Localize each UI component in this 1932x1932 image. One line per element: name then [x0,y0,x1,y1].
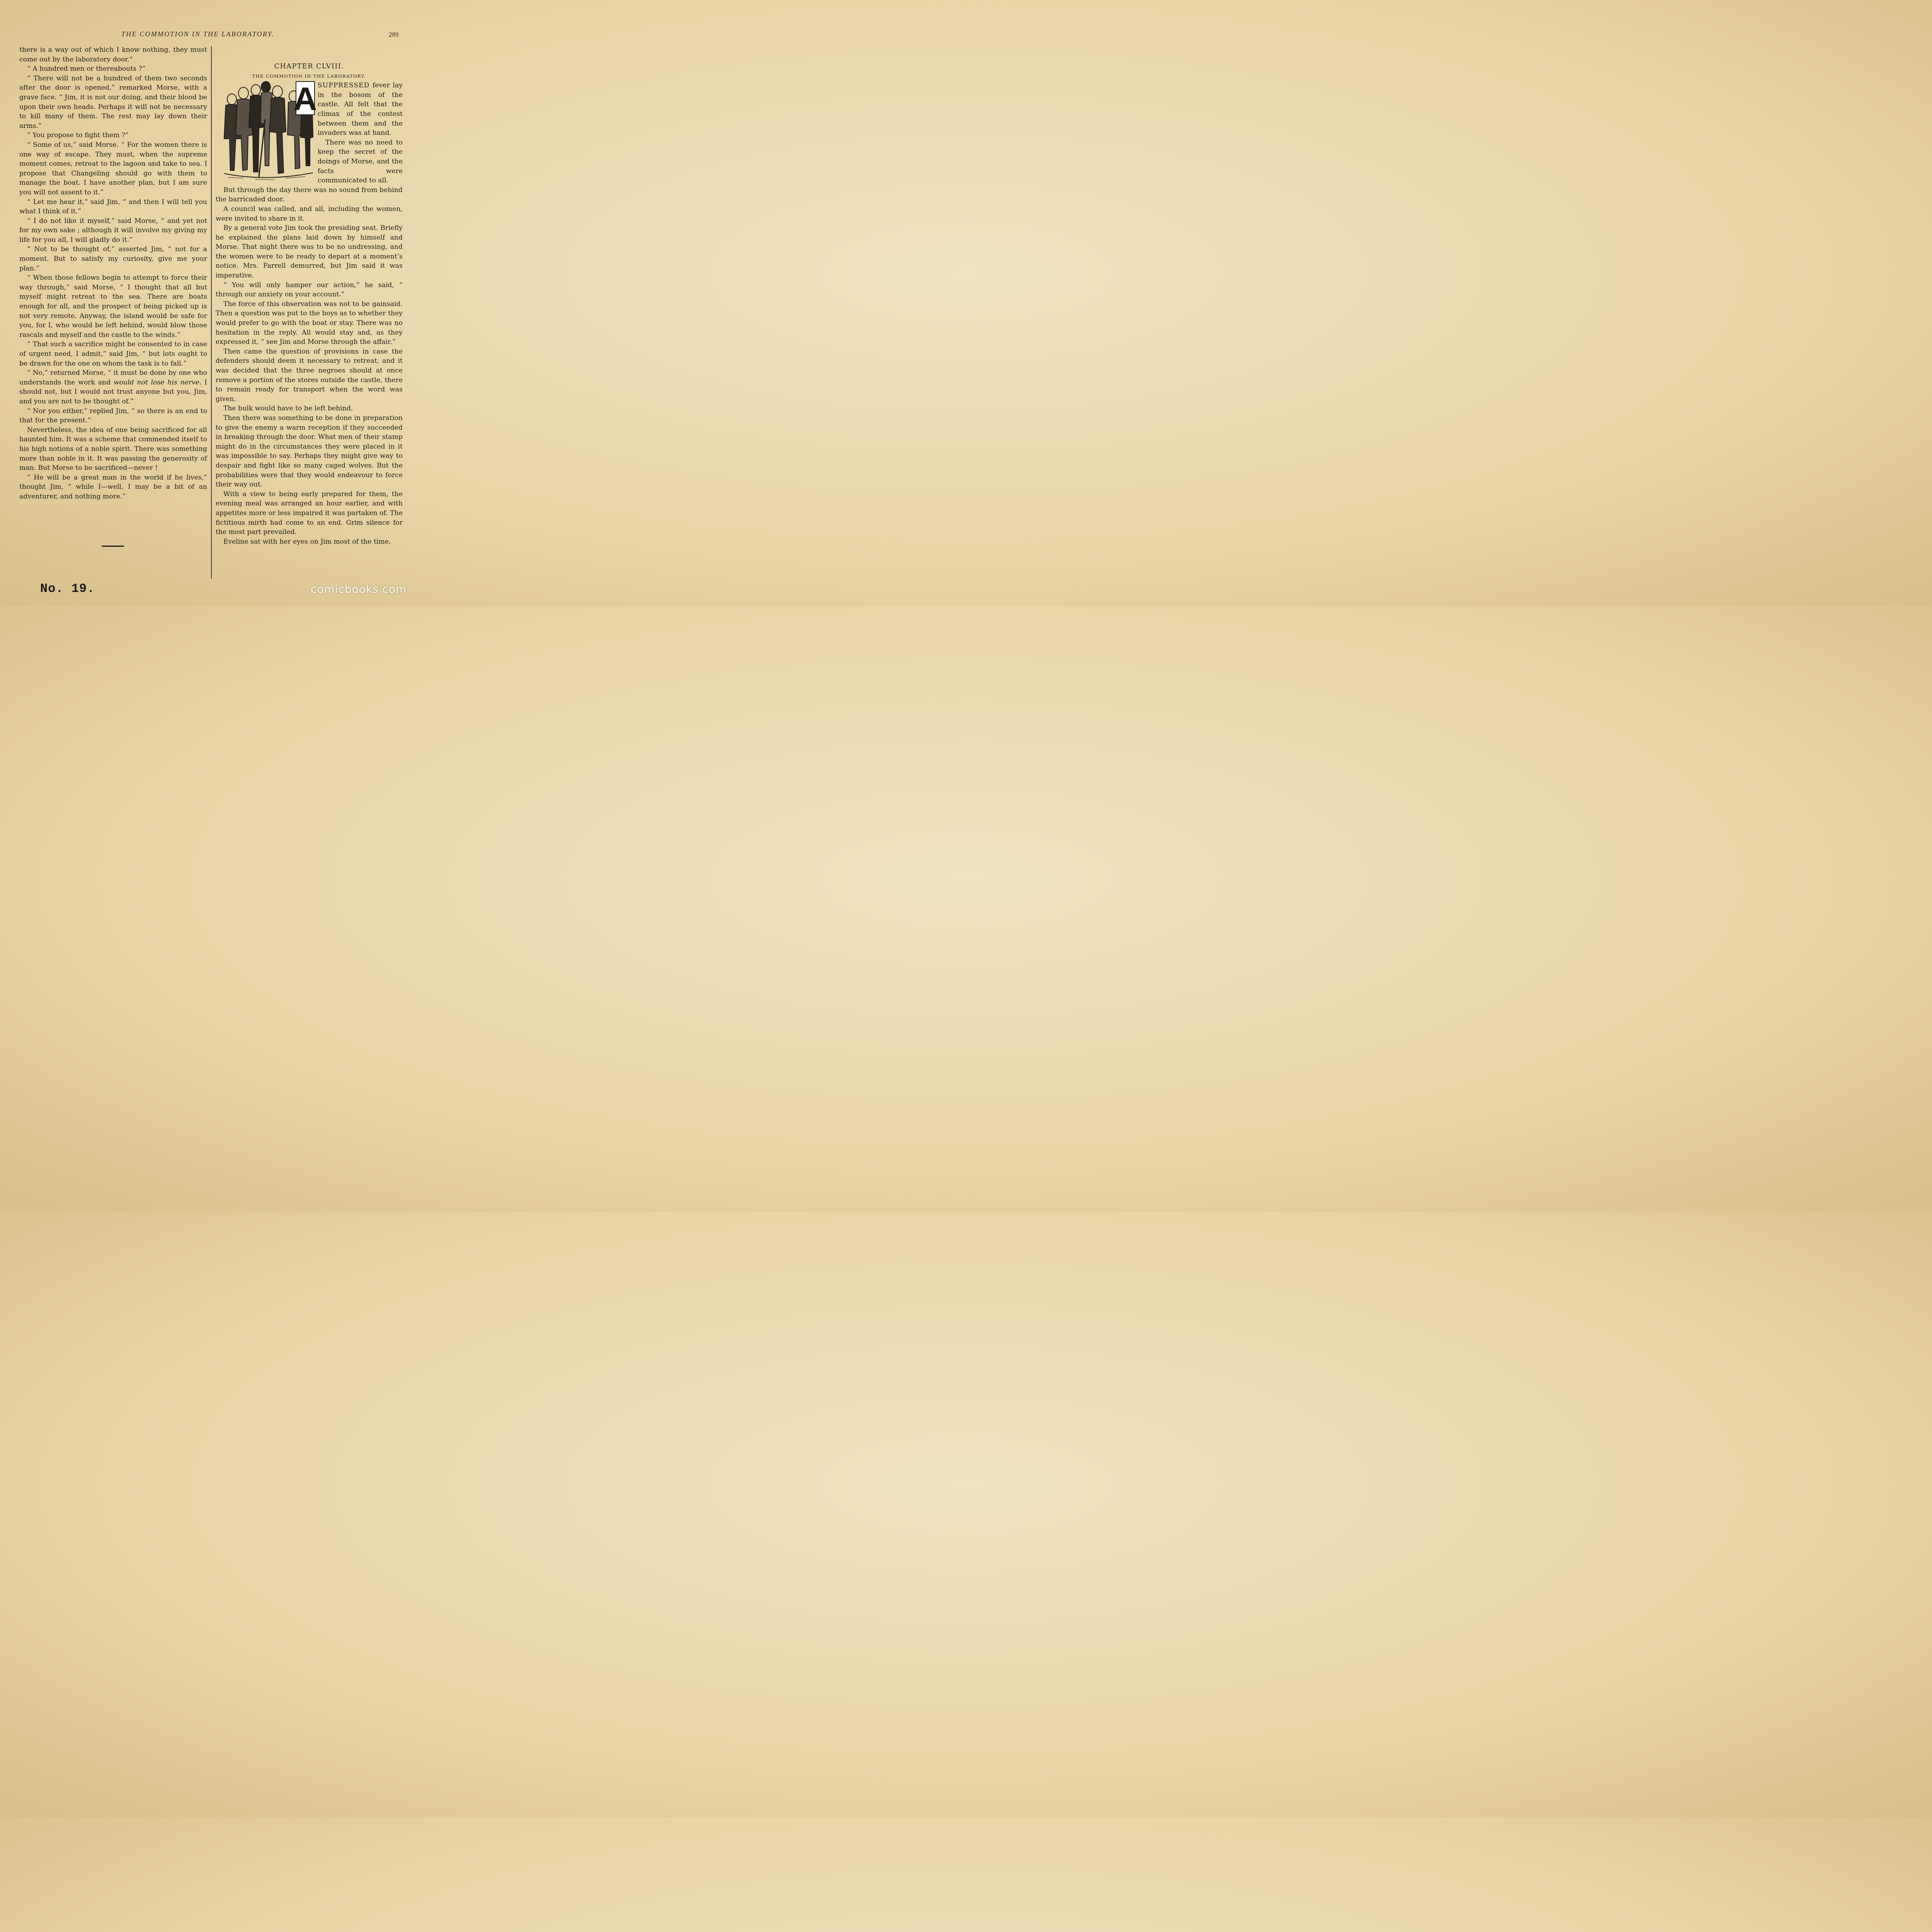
paragraph: there is a way out of which I know nothing, they must come out by the laboratory door." [19,46,207,63]
paragraph-text: “ No,” returned Morse, “ it must be done by one who understands the work and [19,369,207,386]
site-watermark: comicbooks.com [311,583,407,595]
right-column [216,62,403,546]
group-of-men-illustration [220,81,315,184]
paragraph: “ You propose to fight them ?” [27,131,129,139]
paragraph: “ Not to be thought of,” asserted Jim, “ not for a moment. But to satisfy my curiosity, give me your plan.” [19,245,207,272]
italic-phrase: would not lose his nerve. [113,378,202,386]
paragraph: Then there was something to be done in preparation to give the enemy a warm reception if they succeeded in breaking through the door. What men of their stamp might do in the circumstances they were placed in it was impossible to say. Perhaps they might give way to despair and fight like so many caged wolves. But the probabilities were that they would endeavour to force their way out. [216,414,403,489]
chapter-illustration [220,81,315,184]
running-title: THE COMMOTION IN THE LABORATORY. [121,30,274,38]
paragraph: But through the day there was no sound from behind the barricaded door. [216,186,403,204]
paragraph [19,368,207,406]
paragraph: “ Let me hear it,” said Jim, “ and then I will tell you what I think of it.” [19,198,207,216]
paragraph: The force of this observation was not to be gainsaid. Then a question was put to the boys as to whether they would prefer to go with the boat or stay. There was no hesitation in the reply. All would stay and, as they expressed it, “ see Jim and Morse through the affair.” [216,300,403,346]
paragraph: “ I do not like it myself,” said Morse, “ and yet not for my own sake ; although it will involve my giving my life for you all, I will gladly do it.” [19,217,207,244]
paragraph: There was no need to keep the secret of the doings of Morse, and the facts were communicated to all. [318,138,403,185]
paragraph: A council was called, and all, including the women, were invited to share in it. [216,205,403,223]
paragraph: “ Nor you either,” replied Jim, “ so there is an end to that for the present.” [19,407,207,425]
paragraph: “ Some of us,” said Morse. “ For the women there is one way of escape. They must, when the supreme moment comes, retreat to the lagoon and take to sea. I propose that Changeling should go with them to manage the boat. I have another plan, but I am sure you will not assent to it.” [19,141,207,196]
paragraph: “ You will only hamper our action,” he said, “ through our anxiety on your account.” [216,281,403,299]
chapter-subtitle: THE COMMOTION IN THE LABORATORY. [252,73,366,79]
drop-cap-letter: A [293,81,317,117]
paragraph: By a general vote Jim took the presiding seat. Briefly he explained the plans laid down by himself and Morse. That night there was to be no undressing, and the women were to be ready to depart at a moment’s notice. Mrs. Farrell demurred, but Jim said it was imperative. [216,224,403,280]
issue-number: No. 19. [40,582,95,596]
paragraph: Nevertheless, the idea of one being sacrificed for all haunted him. It was a scheme that commended itself to his high notions of a noble spirit. There was something more than noble in it. It was passing the generosity of man. But Morse to be sacrificed—never ! [19,426,207,472]
drop-cap [294,81,317,117]
paragraph: With a view to being early prepared for them, the evening meal was arranged an hour earlier, and with appetites more or less impaired it was partaken of. The fictitious mirth had come to an end. Grim silence for the most part prevailed. [216,490,403,536]
paragraph-text: fever lay in the bosom of the castle. All felt that the climax of the contest between them and the invaders was at hand. [318,82,403,137]
left-column [19,45,207,502]
paragraph: “ A hundred men or thereabouts ?” [27,65,146,73]
paragraph: “ When those fellows begin to attempt to force their way through,” said Morse, “ I thought that all but myself might retreat to the sea. There are boats enough for all, and the prospect of being picked up is not very remote. Anyway, the island would be safe for you, for I, who would be left behind, would blow those rascals and myself and the castle to the winds.” [19,274,207,339]
section-end-rule [102,546,124,547]
opening-small-caps: SUPPRESSED [318,82,370,90]
paragraph: “ He will be a great man in the world if he lives,” thought Jim, “ while I—well, I may be a bit of an adventurer, and nothing more.” [19,473,207,500]
paragraph-text: I should not, but I would not trust anyone but you, Jim, and you are not to be thought of.” [19,378,207,405]
page-number: 289 [389,31,399,38]
paragraph: “ There will not be a hundred of them two seconds after the door is opened,” remarked Morse, with a grave face. “ Jim, it is not our doing, and their blood be upon their own heads. Perhaps it will not be necessary to kill many of them. The rest may lay down their arms.” [19,74,207,130]
paragraph: “ That such a sacrifice might be consented to in case of urgent need, I admit,” said Jim, “ but lots ought to be drawn for the one on whom the task is to fall.” [19,340,207,367]
paragraph: Then came the question of provisions in case the defenders should deem it necessary to retreat, and it was decided that the three negroes should at once remove a portion of the stores outside the castle, there to remain ready for transport when the word was given. [216,347,403,403]
paragraph: Eveline sat with her eyes on Jim most of the time, [223,537,391,546]
running-header [0,30,420,40]
paragraph: The bulk would have to be left behind. [223,405,353,413]
column-divider [211,46,212,579]
chapter-title: CHAPTER CLVIII. [274,63,344,70]
